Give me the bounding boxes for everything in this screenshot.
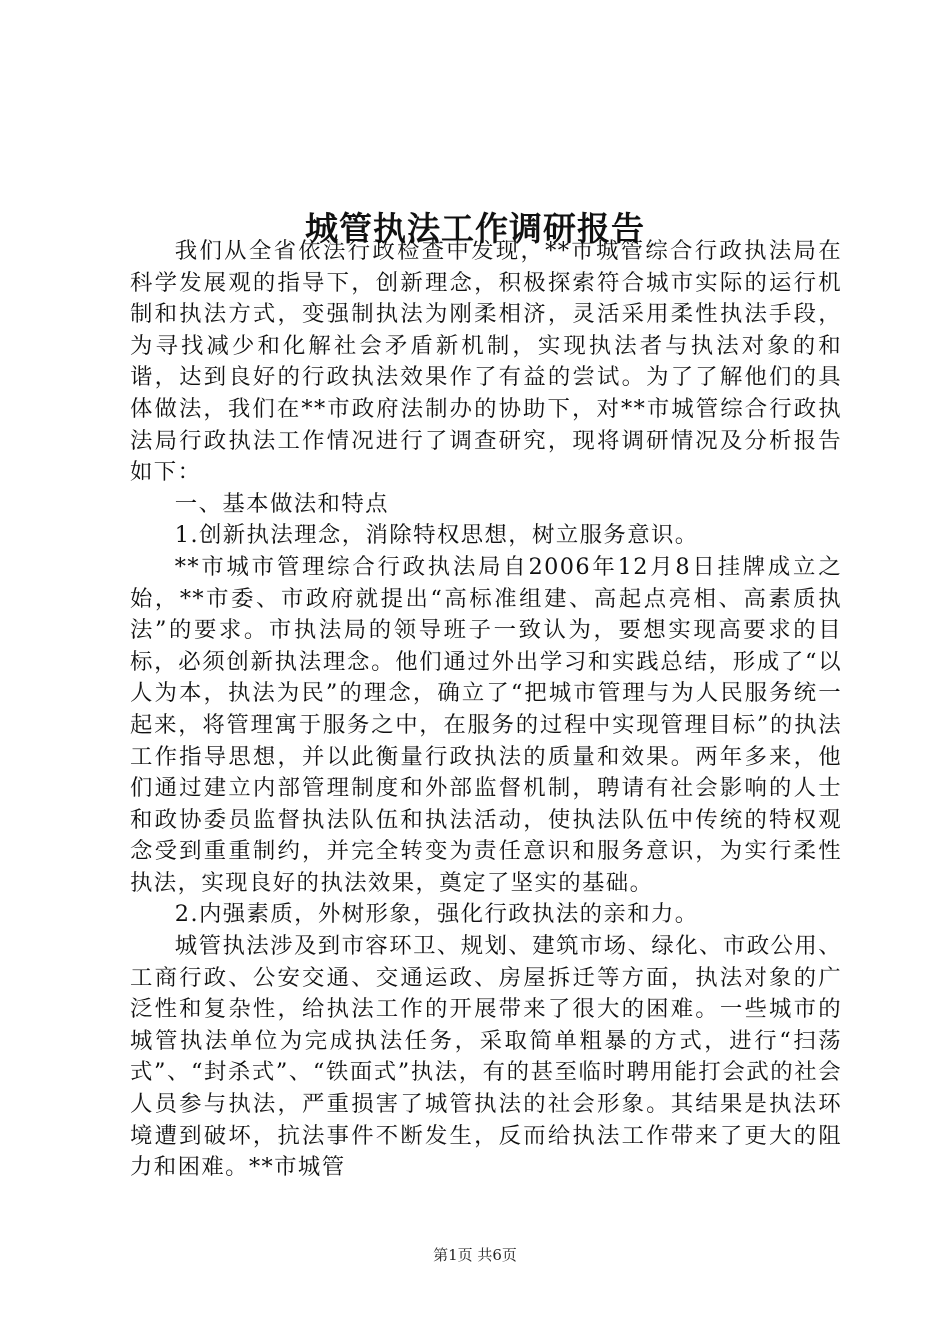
document-body [130,236,842,1184]
paragraph-innovation: **市城市管理综合行政执法局自2006年12月8日挂牌成立之始，**市委、市政府就提出“高标准组建、高起点亮相、高素质执法”的要求。市执法局的领导班子一致认为，要想实现高要求的目标，必须创新执法理念。他们通过外出学习和实践总结，形成了“以人为本，执法为民”的理念，确立了“把城市管理与为人民服务统一起来，将管理寓于服务之中，在服务的过程中实现管理目标”的执法工作指导思想，并以此衡量行政执法的质量和效果。两年多来，他们通过建立内部管理制度和外部监督机制，聘请有社会影响的人士和政协委员监督执法队伍和执法活动，使执法队伍中传统的特权观念受到重重制约，并完全转变为责任意识和服务意识，为实行柔性执法，实现良好的执法效果，奠定了坚实的基础。 [130,553,843,896]
document-title: 城管执法工作调研报告 [305,209,645,249]
intro-paragraph: 我们从全省依法行政检查中发现，**市城管综合行政执法局在科学发展观的指导下，创新理念，积极探索符合城市实际的运行机制和执法方式，变强制执法为刚柔相济，灵活采用柔性执法手段，为寻找减少和化解社会矛盾新机制，实现执法者与执法对象的和谐，达到良好的行政执法效果作了有益的尝试。为了了解他们的具体做法，我们在**市政府法制办的协助下，对**市城管综合行政执法局行政执法工作情况进行了调查研究，现将调研情况及分析报告如下： [130,238,842,486]
section-heading-basic-practices: 一、基本做法和特点 [174,490,389,517]
subheading-innovation: 1.创新执法理念，消除特权思想，树立服务意识。 [174,522,699,549]
paragraph-quality-image: 城管执法涉及到市容环卫、规划、建筑市场、绿化、市政公用、工商行政、公安交通、交通运政、房屋拆迁等方面，执法对象的广泛性和复杂性，给执法工作的开展带来了很大的困难。一些城市的城管执法单位为完成执法任务，采取简单粗暴的方式，进行“扫荡式”、“封杀式”、“铁面式”执法，有的甚至临时聘用能打会武的社会人员参与执法，严重损害了城管执法的社会形象。其结果是执法环境遭到破坏，抗法事件不断发生，反而给执法工作带来了更大的阻力和困难。**市城管 [130,933,842,1181]
page-number-footer: 第1页 共6页 [433,1246,517,1264]
subheading-quality-image: 2.内强素质，外树形象，强化行政执法的亲和力。 [174,901,699,928]
